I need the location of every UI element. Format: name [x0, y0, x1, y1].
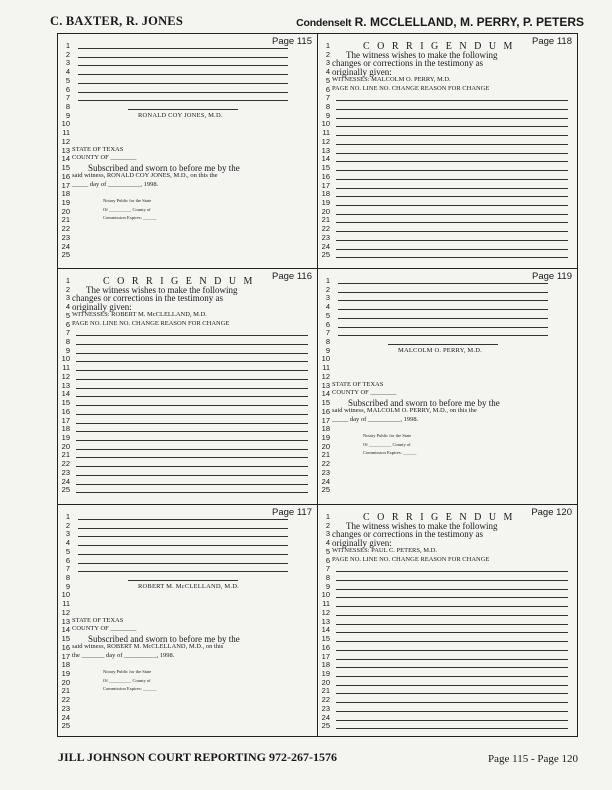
line-number: 11	[322, 599, 330, 609]
correction-blank-line	[76, 449, 308, 450]
errata-blank-line	[78, 563, 288, 564]
line-number: 20	[61, 677, 70, 687]
correction-blank-line	[336, 580, 568, 581]
transcript-pages-grid	[57, 33, 578, 737]
corrigendum-text: The witness wishes to make the following	[346, 520, 498, 531]
correction-blank-line	[336, 257, 568, 258]
line-number: 8	[325, 337, 330, 347]
line-number: 25	[61, 250, 70, 260]
line-number: 22	[61, 459, 70, 469]
line-number: 18	[321, 189, 330, 199]
notary-block: Commission Expires: ______	[103, 686, 157, 692]
corrigendum-text: The witness wishes to make the following	[346, 49, 498, 60]
errata-blank-line	[78, 92, 288, 93]
correction-blank-line	[76, 431, 308, 432]
line-number: 22	[321, 695, 330, 705]
errata-blank-line	[78, 83, 288, 84]
notary-block: Notary Public for the State	[363, 432, 412, 438]
sworn-statement: _____ day of __________, 1998.	[332, 415, 419, 423]
errata-blank-line	[78, 100, 288, 101]
line-number: 16	[61, 406, 70, 416]
line-number: 5	[325, 546, 330, 556]
correction-blank-line	[336, 179, 568, 180]
corrigendum-text: originally given:	[332, 538, 392, 549]
correction-blank-line	[336, 676, 568, 677]
correction-blank-line	[76, 405, 308, 406]
correction-blank-line	[336, 728, 568, 729]
correction-blank-line	[76, 457, 308, 458]
line-number: 9	[65, 345, 70, 355]
corrigendum-title: C O R R I G E N D U M	[363, 512, 515, 523]
line-number: 14	[321, 389, 330, 399]
state-label: STATE OF TEXAS	[332, 380, 384, 388]
correction-blank-line	[76, 466, 308, 467]
line-number: 4	[325, 538, 330, 548]
line-number: 11	[62, 599, 70, 609]
correction-blank-line	[336, 118, 568, 119]
line-number: 11	[322, 128, 330, 138]
correction-blank-line	[76, 370, 308, 371]
errata-blank-line	[338, 318, 548, 319]
line-number: 21	[321, 215, 330, 225]
line-number: 9	[325, 581, 330, 591]
correction-blank-line	[76, 414, 308, 415]
correction-blank-line	[336, 196, 568, 197]
correction-blank-line	[336, 597, 568, 598]
transcript-page	[318, 505, 577, 739]
correction-blank-line	[336, 100, 568, 101]
correction-blank-line	[76, 335, 308, 336]
line-number: 15	[321, 634, 330, 644]
line-number: 25	[321, 485, 330, 495]
line-number: 5	[65, 75, 70, 85]
correction-blank-line	[336, 571, 568, 572]
line-number: 21	[61, 215, 70, 225]
line-number: 17	[321, 415, 330, 425]
correction-blank-line	[76, 423, 308, 424]
correction-blank-line	[336, 650, 568, 651]
errata-blank-line	[338, 300, 548, 301]
line-number: 15	[61, 163, 70, 173]
notary-block: Notary Public for the State	[103, 668, 152, 674]
line-number: 10	[321, 119, 330, 129]
errata-blank-line	[338, 283, 548, 284]
line-number: 20	[321, 206, 330, 216]
line-number: 2	[65, 520, 70, 530]
correction-blank-line	[336, 170, 568, 171]
line-number: 23	[321, 467, 330, 477]
sworn-statement: Subscribed and sworn to before me by the	[348, 398, 500, 409]
line-number: 3	[65, 529, 70, 539]
condenseit-mark: Condenselt	[296, 17, 352, 29]
line-number: 15	[61, 398, 70, 408]
line-number: 10	[321, 590, 330, 600]
line-number: 25	[61, 485, 70, 495]
witness-signature-name: ROBERT M. McCLELLAND, M.D.	[138, 582, 239, 590]
correction-blank-line	[76, 475, 308, 476]
sworn-statement: Subscribed and sworn to before me by the	[88, 634, 240, 645]
line-number: 16	[321, 406, 330, 416]
page-number-label: Page 120	[531, 507, 572, 518]
correction-blank-line	[336, 693, 568, 694]
correction-blank-line	[76, 388, 308, 389]
errata-blank-line	[78, 528, 288, 529]
errata-blank-line	[78, 65, 288, 66]
county-label: COUNTY OF ________	[332, 389, 397, 397]
line-number: 8	[65, 102, 70, 112]
line-number: 14	[61, 389, 70, 399]
line-number: 7	[325, 93, 330, 103]
line-number: 6	[325, 555, 330, 565]
line-number: 2	[65, 49, 70, 59]
line-number: 11	[322, 363, 330, 373]
line-number: 4	[65, 538, 70, 548]
line-number: 6	[65, 84, 70, 94]
line-number: 6	[65, 319, 70, 329]
correction-blank-line	[336, 249, 568, 250]
line-number: 16	[321, 642, 330, 652]
errata-blank-line	[338, 327, 548, 328]
notary-block: Commission Expires: ______	[103, 215, 157, 221]
correction-blank-line	[76, 484, 308, 485]
line-number: 23	[61, 703, 70, 713]
correction-blank-line	[336, 109, 568, 110]
line-number: 24	[321, 712, 330, 722]
witness-signature-name: MALCOLM O. PERRY, M.D.	[398, 346, 482, 354]
header-right-names	[296, 15, 584, 29]
page-number-label: Page 115	[272, 36, 312, 47]
sworn-statement: _____ day of __________, 1998.	[72, 180, 159, 188]
errata-blank-line	[78, 554, 288, 555]
corrigendum-text: originally given:	[72, 302, 132, 313]
state-label: STATE OF TEXAS	[72, 145, 124, 153]
line-number: 22	[61, 224, 70, 234]
line-number: 1	[65, 41, 70, 50]
line-number: 24	[61, 712, 70, 722]
line-number: 19	[321, 432, 330, 442]
correction-blank-line	[336, 632, 568, 633]
correction-blank-line	[336, 144, 568, 145]
correction-blank-line	[336, 153, 568, 154]
line-number: 9	[65, 110, 70, 120]
transcript-page	[318, 34, 577, 268]
line-number: 7	[65, 93, 70, 103]
line-number: 21	[61, 686, 70, 696]
correction-blank-line	[76, 440, 308, 441]
county-label: COUNTY OF ________	[72, 625, 137, 633]
line-number: 8	[325, 102, 330, 112]
line-number: 10	[321, 354, 330, 364]
court-reporting-credit: JILL JOHNSON COURT REPORTING 972-267-1576	[58, 750, 337, 764]
line-number: 17	[321, 651, 330, 661]
errata-blank-line	[78, 571, 288, 572]
header-left-names: C. BAXTER, R. JONES	[50, 14, 183, 28]
errata-blank-line	[78, 536, 288, 537]
line-number: 16	[321, 171, 330, 181]
notary-block: Of __________ County of	[103, 206, 151, 212]
line-number: 4	[325, 302, 330, 312]
correction-blank-line	[336, 188, 568, 189]
line-number: 1	[325, 276, 330, 285]
page-number-label: Page 117	[272, 507, 312, 518]
line-number: 20	[61, 441, 70, 451]
line-number: 2	[65, 284, 70, 294]
line-number: 3	[325, 58, 330, 68]
line-number: 3	[325, 293, 330, 303]
corrigendum-columns: PAGE NO. LINE NO. CHANGE REASON FOR CHANGE	[332, 555, 490, 563]
corrigendum-text: The witness wishes to make the following	[86, 284, 238, 295]
correction-blank-line	[336, 161, 568, 162]
line-number: 13	[321, 145, 330, 155]
line-number: 19	[321, 197, 330, 207]
correction-blank-line	[336, 589, 568, 590]
correction-blank-line	[336, 240, 568, 241]
notary-block: Commission Expires: ______	[363, 450, 417, 456]
line-number: 24	[321, 476, 330, 486]
witness-line: WITNESSES: MALCOLM O. PERRY, M.D.	[332, 75, 451, 83]
corrigendum-text: changes or corrections in the testimony as	[332, 58, 483, 69]
state-label: STATE OF TEXAS	[72, 616, 124, 624]
correction-blank-line	[336, 702, 568, 703]
line-number: 3	[65, 58, 70, 68]
line-number: 20	[321, 441, 330, 451]
line-number: 19	[61, 668, 70, 678]
line-number: 18	[61, 660, 70, 670]
sworn-statement: said witness, ROBERT M. McCLELLAND, M.D., on this	[72, 642, 224, 650]
line-number: 2	[325, 49, 330, 59]
witness-line: WITNESSES: PAUL C. PETERS, M.D.	[332, 546, 437, 554]
page-range: Page 115 - Page 120	[487, 753, 578, 765]
correction-blank-line	[336, 222, 568, 223]
line-number: 6	[325, 319, 330, 329]
correction-blank-line	[336, 624, 568, 625]
errata-blank-line	[78, 545, 288, 546]
correction-blank-line	[336, 205, 568, 206]
line-number: 12	[61, 371, 70, 381]
line-number: 8	[65, 573, 70, 583]
transcript-page	[58, 34, 317, 268]
corrigendum-title: C O R R I G E N D U M	[103, 276, 255, 287]
line-number: 21	[61, 450, 70, 460]
line-number: 13	[321, 380, 330, 390]
line-number: 10	[61, 590, 70, 600]
line-number: 10	[61, 354, 70, 364]
line-number: 14	[61, 154, 70, 164]
errata-blank-line	[338, 309, 548, 310]
line-number: 1	[65, 276, 70, 285]
correction-blank-line	[76, 379, 308, 380]
line-number: 22	[321, 224, 330, 234]
correction-blank-line	[76, 344, 308, 345]
errata-blank-line	[78, 48, 288, 49]
line-number: 19	[321, 668, 330, 678]
line-number: 15	[321, 398, 330, 408]
page-footer	[0, 740, 612, 790]
line-number: 8	[65, 337, 70, 347]
line-number: 25	[321, 250, 330, 260]
line-number: 5	[65, 310, 70, 320]
sworn-statement: said witness, RONALD COY JONES, M.D., on this the	[72, 171, 218, 179]
correction-blank-line	[336, 641, 568, 642]
corrigendum-text: changes or corrections in the testimony as	[72, 293, 223, 304]
correction-blank-line	[336, 606, 568, 607]
line-number: 5	[325, 75, 330, 85]
line-number: 6	[325, 84, 330, 94]
errata-blank-line	[338, 292, 548, 293]
line-number: 3	[325, 529, 330, 539]
transcript-page	[58, 269, 317, 503]
line-number: 24	[61, 241, 70, 251]
header-right-text: R. MCCLELLAND, M. PERRY, P. PETERS	[354, 15, 584, 29]
line-number: 13	[61, 616, 70, 626]
line-number: 4	[325, 67, 330, 77]
line-number: 20	[321, 677, 330, 687]
correction-blank-line	[336, 720, 568, 721]
line-number: 22	[61, 695, 70, 705]
line-number: 16	[61, 171, 70, 181]
line-number: 17	[61, 415, 70, 425]
notary-block: Notary Public for the State	[103, 197, 152, 203]
correction-blank-line	[336, 615, 568, 616]
line-number: 14	[321, 625, 330, 635]
line-number: 23	[321, 703, 330, 713]
line-number: 20	[61, 206, 70, 216]
witness-signature-name: RONALD COY JONES, M.D.	[138, 111, 223, 119]
line-number: 19	[61, 197, 70, 207]
line-number: 7	[325, 328, 330, 338]
line-number: 18	[321, 424, 330, 434]
line-number: 23	[321, 232, 330, 242]
line-number: 17	[61, 651, 70, 661]
line-number: 9	[65, 581, 70, 591]
line-number: 16	[61, 642, 70, 652]
line-number: 2	[325, 284, 330, 294]
correction-blank-line	[336, 126, 568, 127]
line-number: 1	[65, 512, 70, 521]
line-number: 13	[321, 616, 330, 626]
corrigendum-text: originally given:	[332, 67, 392, 78]
line-number: 17	[321, 180, 330, 190]
line-number: 4	[65, 67, 70, 77]
line-number: 18	[321, 660, 330, 670]
line-number: 7	[325, 564, 330, 574]
errata-blank-line	[338, 335, 548, 336]
correction-blank-line	[76, 353, 308, 354]
county-label: COUNTY OF ________	[72, 154, 137, 162]
line-number: 13	[61, 380, 70, 390]
sworn-statement: said witness, MALCOLM O. PERRY, M.D., on this the	[332, 406, 477, 414]
line-number: 5	[325, 310, 330, 320]
line-number: 15	[61, 634, 70, 644]
line-number: 17	[61, 180, 70, 190]
corrigendum-title: C O R R I G E N D U M	[363, 41, 515, 52]
line-number: 9	[325, 345, 330, 355]
correction-blank-line	[336, 711, 568, 712]
line-number: 4	[65, 302, 70, 312]
line-number: 7	[65, 328, 70, 338]
transcript-page	[318, 269, 577, 503]
line-number: 24	[61, 476, 70, 486]
line-number: 18	[61, 189, 70, 199]
corrigendum-columns: PAGE NO. LINE NO. CHANGE REASON FOR CHANGE	[332, 84, 490, 92]
line-number: 24	[321, 241, 330, 251]
correction-blank-line	[336, 135, 568, 136]
errata-blank-line	[78, 519, 288, 520]
correction-blank-line	[76, 361, 308, 362]
page-number-label: Page 118	[532, 36, 572, 47]
page-number-label: Page 119	[532, 271, 572, 282]
sworn-statement: Subscribed and sworn to before me by the	[88, 163, 240, 174]
line-number: 5	[65, 546, 70, 556]
line-number: 23	[61, 467, 70, 477]
line-number: 22	[321, 459, 330, 469]
correction-blank-line	[336, 214, 568, 215]
line-number: 21	[321, 686, 330, 696]
notary-block: Of __________ County of	[103, 677, 151, 683]
line-number: 9	[325, 110, 330, 120]
line-number: 18	[61, 424, 70, 434]
line-number: 1	[325, 41, 330, 50]
line-number: 7	[65, 564, 70, 574]
correction-blank-line	[336, 667, 568, 668]
correction-blank-line	[336, 659, 568, 660]
corrigendum-columns: PAGE NO. LINE NO. CHANGE REASON FOR CHANGE	[72, 319, 230, 327]
correction-blank-line	[336, 685, 568, 686]
line-number: 11	[62, 128, 70, 138]
line-number: 1	[325, 512, 330, 521]
line-number: 6	[65, 555, 70, 565]
line-number: 12	[61, 136, 70, 146]
line-number: 13	[61, 145, 70, 155]
errata-blank-line	[78, 74, 288, 75]
page-number-label: Page 116	[272, 271, 312, 282]
line-number: 14	[321, 154, 330, 164]
errata-blank-line	[78, 57, 288, 58]
line-number: 10	[61, 119, 70, 129]
line-number: 8	[325, 573, 330, 583]
line-number: 25	[321, 721, 330, 731]
line-number: 12	[61, 607, 70, 617]
line-number: 3	[65, 293, 70, 303]
line-number: 12	[321, 371, 330, 381]
line-number: 14	[61, 625, 70, 635]
transcript-page	[58, 505, 317, 739]
line-number: 21	[321, 450, 330, 460]
witness-line: WITNESSES: ROBERT M. McCLELLAND, M.D.	[72, 310, 207, 318]
page-header	[0, 0, 612, 36]
line-number: 12	[321, 136, 330, 146]
line-number: 15	[321, 163, 330, 173]
correction-blank-line	[336, 231, 568, 232]
correction-blank-line	[76, 492, 308, 493]
correction-blank-line	[76, 396, 308, 397]
line-number: 2	[325, 520, 330, 530]
line-number: 12	[321, 607, 330, 617]
corrigendum-text: changes or corrections in the testimony as	[332, 529, 483, 540]
line-number: 25	[61, 721, 70, 731]
line-number: 23	[61, 232, 70, 242]
sworn-statement: the _______ day of __________, 1998.	[72, 651, 175, 659]
line-number: 11	[62, 363, 70, 373]
line-number: 19	[61, 432, 70, 442]
notary-block: Of __________ County of	[363, 441, 411, 447]
